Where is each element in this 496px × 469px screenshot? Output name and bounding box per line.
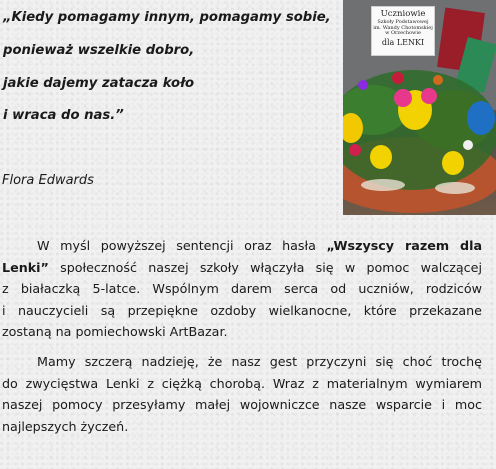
paragraph-line: zostaną na pomiechowski ArtBazar.: [2, 324, 228, 339]
egg-decoration: [358, 80, 368, 90]
quote-author: Flora Edwards: [2, 173, 94, 188]
egg-decoration: [392, 72, 404, 84]
card-line: dla LENKI: [381, 38, 425, 48]
lace-doily: [435, 182, 475, 194]
card-line: w Orzechowie: [385, 30, 421, 37]
school-card: [371, 6, 435, 56]
paragraph-line: [2, 235, 482, 257]
paragraph-line: [2, 257, 482, 279]
text-run: społeczność naszej szkoły włączyła się w pomoc walczącej: [48, 259, 482, 275]
quote-line: i wraca do nas.”: [3, 108, 124, 123]
lace-doily: [361, 179, 405, 191]
paragraph-1: [2, 235, 482, 343]
quote-line: „Kiedy pomagamy innym, pomagamy sobie,: [3, 10, 331, 25]
chick-decoration: [370, 145, 392, 169]
paragraph-line: i nauczycieli są przepiękne ozdoby wielkanocne, które przekazane: [2, 302, 482, 318]
quote-line: ponieważ wszelkie dobro,: [3, 43, 195, 58]
paragraph-line: do zwycięstwa Lenki z ciężką chorobą. Wraz z materialnym wymiarem: [2, 375, 482, 391]
card-line: im. Wandy Chotomskiej: [373, 24, 433, 31]
paragraph-line: naszej pomocy przesyłamy małej wojowniczce nasze wsparcie i moc: [2, 397, 482, 412]
chick-decoration: [442, 151, 464, 175]
quote-line: jakie dajemy zatacza koło: [3, 76, 195, 91]
egg-decoration: [349, 144, 361, 156]
flower-decoration: [394, 89, 412, 107]
text-run: W myśl powyższej sentencji oraz hasła: [37, 238, 327, 253]
paragraph-line: z białaczką 5-latce. Wspólnym darem serca od uczniów, rodziców: [2, 281, 482, 296]
paragraph-line: najlepszych życzeń.: [2, 418, 129, 434]
bold-slogan: Lenki”: [2, 259, 49, 275]
egg-decoration: [463, 140, 473, 150]
flower-decoration: [421, 88, 437, 104]
card-line: Szkoły Podstawowej: [377, 18, 429, 25]
blue-egg: [467, 101, 495, 135]
paragraph-line: Mamy szczerą nadzieję, że nasz gest przyczyni się choć trochę: [37, 354, 482, 369]
paragraph-2: [2, 351, 482, 437]
card-line: Uczniowie: [380, 9, 426, 19]
egg-decoration: [433, 75, 443, 85]
bold-slogan: „Wszyscy razem dla: [326, 238, 483, 253]
